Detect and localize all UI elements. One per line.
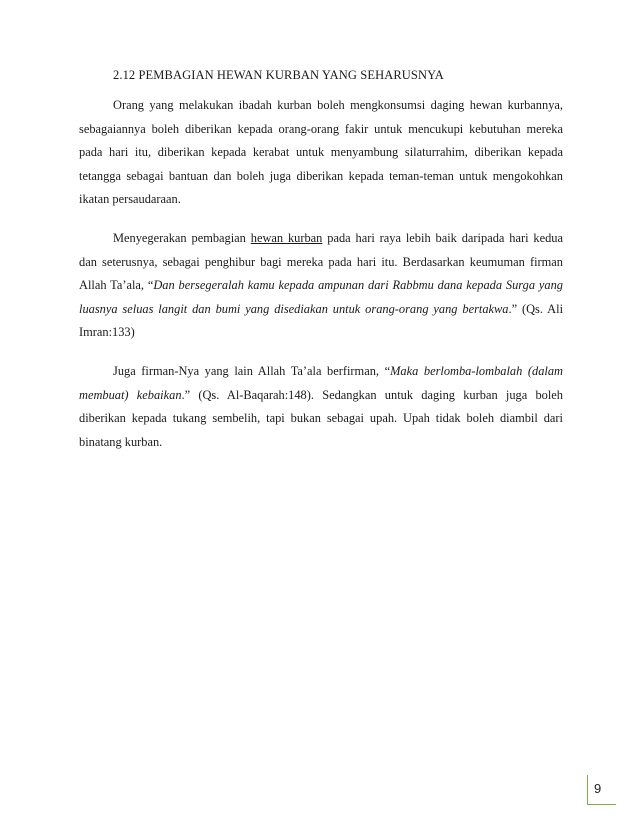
page-number-frame	[587, 775, 616, 805]
paragraph-text-before: Menyegerakan pembagian	[113, 231, 251, 245]
paragraph-hasten-distribution	[79, 227, 563, 345]
paragraph-text: Orang yang melakukan ibadah kurban boleh mengkonsumsi daging hewan kurbannya, sebagaiannya boleh diberikan kepada orang-orang fakir untuk mencukupi kebutuhan mereka pada hari itu, diberikan kepada kerabat untuk menyambung silaturrahim, diberikan kepada tetangga sebagai bantuan dan boleh juga diberikan kepada teman-teman untuk mengokohkan ikatan persaudaraan.	[79, 98, 563, 206]
paragraph-text-after: .” (Qs. Al-Baqarah:148). Sedangkan untuk daging kurban juga boleh diberikan kepada tukang sembelih, tapi bukan sebagai upah. Upah tidak boleh diambil dari binatang kurban.	[79, 387, 563, 449]
paragraph-distribution-recipients	[79, 94, 563, 212]
quran-quote-ali-imran: Dan bersegeralah kamu kepada ampunan dari Rabbmu dana kepada Surga yang luasnya seluas langit dan bumi yang disediakan untuk orang-orang yang bertakwa	[79, 278, 563, 316]
paragraph-text-after: .” (Qs. Ali Imran:133)	[79, 301, 564, 339]
paragraph-text-before: Juga firman-Nya yang lain Allah Ta’ala berfirman, “	[113, 364, 391, 378]
paragraph-text-middle: pada hari raya lebih baik daripada hari kedua dan seterusnya, sebagai penghibur bagi mereka pada hari itu. Berdasarkan keumuman firman Allah Ta’ala, “	[79, 231, 563, 292]
hewan-kurban-link[interactable]: hewan kurban	[250, 231, 323, 245]
page-number: 9	[594, 781, 602, 796]
quran-quote-al-baqarah: Maka berlomba-lombalah (dalam membuat) kebaikan	[79, 364, 563, 402]
section-heading: 2.12 PEMBAGIAN HEWAN KURBAN YANG SEHARUSNYA	[113, 68, 444, 82]
paragraph-compete-in-goodness	[79, 360, 563, 454]
